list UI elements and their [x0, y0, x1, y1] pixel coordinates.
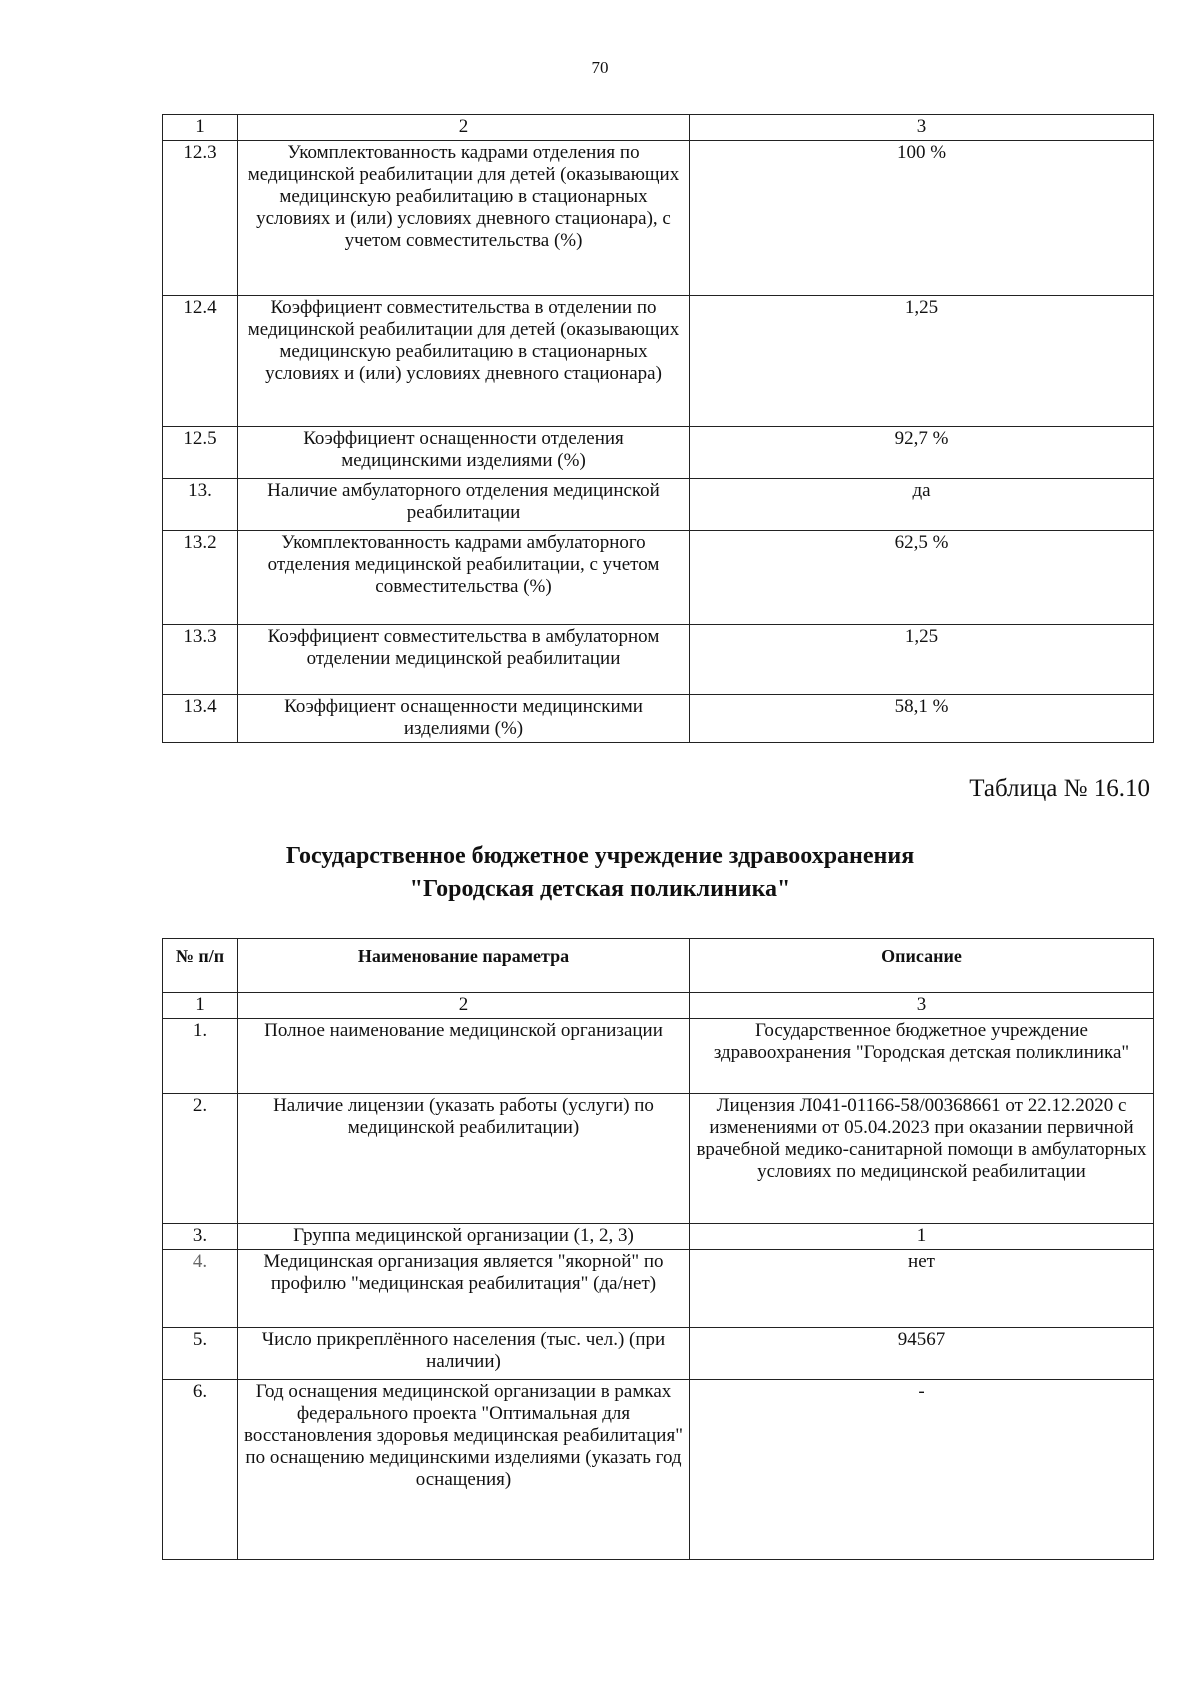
- table-header: [162, 938, 1154, 993]
- organization-table: [162, 992, 1154, 1560]
- header-row: [163, 939, 1154, 993]
- parameter-cell: Наличие лицензии (указать работы (услуги) по медицинской реабилитации): [238, 1094, 690, 1224]
- parameter-cell: Укомплектованность кадрами отделения по медицинской реабилитации для детей (оказывающих медицинскую реабилитацию в стационарных условиях и (или) условиях дневного стационара), с учетом совместительства (%): [238, 141, 690, 296]
- parameter-cell: Коэффициент оснащенности отделения медицинскими изделиями (%): [238, 427, 690, 479]
- row-number: 13.: [163, 479, 238, 531]
- value-cell: Государственное бюджетное учреждение здравоохранения "Городская детская поликлиника": [690, 1019, 1154, 1094]
- value-cell: 1,25: [690, 296, 1154, 427]
- value-cell: 62,5 %: [690, 531, 1154, 625]
- table-row: [163, 296, 1154, 427]
- value-cell: 1: [690, 1224, 1154, 1250]
- column-numbers-row: [163, 993, 1154, 1019]
- row-number: 1.: [163, 1019, 238, 1094]
- value-cell: 100 %: [690, 141, 1154, 296]
- parameter-cell: Число прикреплённого населения (тыс. чел.) (при наличии): [238, 1328, 690, 1380]
- parameter-cell: Коэффициент совместительства в амбулаторном отделении медицинской реабилитации: [238, 625, 690, 695]
- section-title-line: "Городская детская поликлиника": [409, 876, 791, 902]
- table-row: [163, 695, 1154, 743]
- header-desc: Описание: [690, 939, 1154, 993]
- parameter-cell: Наличие амбулаторного отделения медицинской реабилитации: [238, 479, 690, 531]
- parameter-cell: Коэффициент совместительства в отделении по медицинской реабилитации для детей (оказывающих медицинскую реабилитацию в стационарных условиях и (или) условиях дневного стационара): [238, 296, 690, 427]
- column-number: 3: [690, 993, 1154, 1019]
- value-cell: Лицензия Л041-01166-58/00368661 от 22.12.2020 с изменениями от 05.04.2023 при оказании первичной врачебной медико-санитарной помощи в амбулаторных условиях по медицинской реабилитации: [690, 1094, 1154, 1224]
- table-row: [163, 1224, 1154, 1250]
- value-cell: 1,25: [690, 625, 1154, 695]
- table-row: [163, 625, 1154, 695]
- row-number: 5.: [163, 1328, 238, 1380]
- row-number: 13.3: [163, 625, 238, 695]
- table-row: [163, 427, 1154, 479]
- value-cell: 94567: [690, 1328, 1154, 1380]
- section-title-line: Государственное бюджетное учреждение здравоохранения: [285, 843, 915, 869]
- table-row: [163, 1328, 1154, 1380]
- column-number: 1: [163, 993, 238, 1019]
- table-continuation: [162, 114, 1154, 743]
- column-numbers-row: [163, 115, 1154, 141]
- table-row: [163, 1019, 1154, 1094]
- row-number: 13.4: [163, 695, 238, 743]
- parameter-cell: Группа медицинской организации (1, 2, 3): [238, 1224, 690, 1250]
- parameter-cell: Год оснащения медицинской организации в рамках федерального проекта "Оптимальная для восстановления здоровья медицинская реабилитация" по оснащению медицинскими изделиями (указать год оснащения): [238, 1380, 690, 1560]
- row-number: 4.: [163, 1250, 238, 1328]
- table-row: [163, 141, 1154, 296]
- value-cell: 58,1 %: [690, 695, 1154, 743]
- parameter-cell: Укомплектованность кадрами амбулаторного отделения медицинской реабилитации, с учетом совместительства (%): [238, 531, 690, 625]
- header-param: Наименование параметра: [238, 939, 690, 993]
- row-number: 12.3: [163, 141, 238, 296]
- row-number: 3.: [163, 1224, 238, 1250]
- table-row: [163, 1380, 1154, 1560]
- row-number: 13.2: [163, 531, 238, 625]
- column-number: 2: [238, 115, 690, 141]
- value-cell: да: [690, 479, 1154, 531]
- value-cell: -: [690, 1380, 1154, 1560]
- column-number: 2: [238, 993, 690, 1019]
- row-number: 12.4: [163, 296, 238, 427]
- parameter-cell: Коэффициент оснащенности медицинскими изделиями (%): [238, 695, 690, 743]
- row-number: 12.5: [163, 427, 238, 479]
- table-caption: Таблица № 16.10: [969, 775, 1150, 802]
- table-row: [163, 1094, 1154, 1224]
- parameter-cell: Полное наименование медицинской организации: [238, 1019, 690, 1094]
- table-row: [163, 1250, 1154, 1328]
- column-number: 3: [690, 115, 1154, 141]
- section-title: [0, 840, 1200, 906]
- table-row: [163, 531, 1154, 625]
- value-cell: нет: [690, 1250, 1154, 1328]
- parameter-cell: Медицинская организация является "якорной" по профилю "медицинская реабилитация" (да/нет): [238, 1250, 690, 1328]
- column-number: 1: [163, 115, 238, 141]
- table-row: [163, 479, 1154, 531]
- row-number: 6.: [163, 1380, 238, 1560]
- page-number: 70: [591, 58, 609, 77]
- row-number: 2.: [163, 1094, 238, 1224]
- value-cell: 92,7 %: [690, 427, 1154, 479]
- header-num: № п/п: [163, 939, 238, 993]
